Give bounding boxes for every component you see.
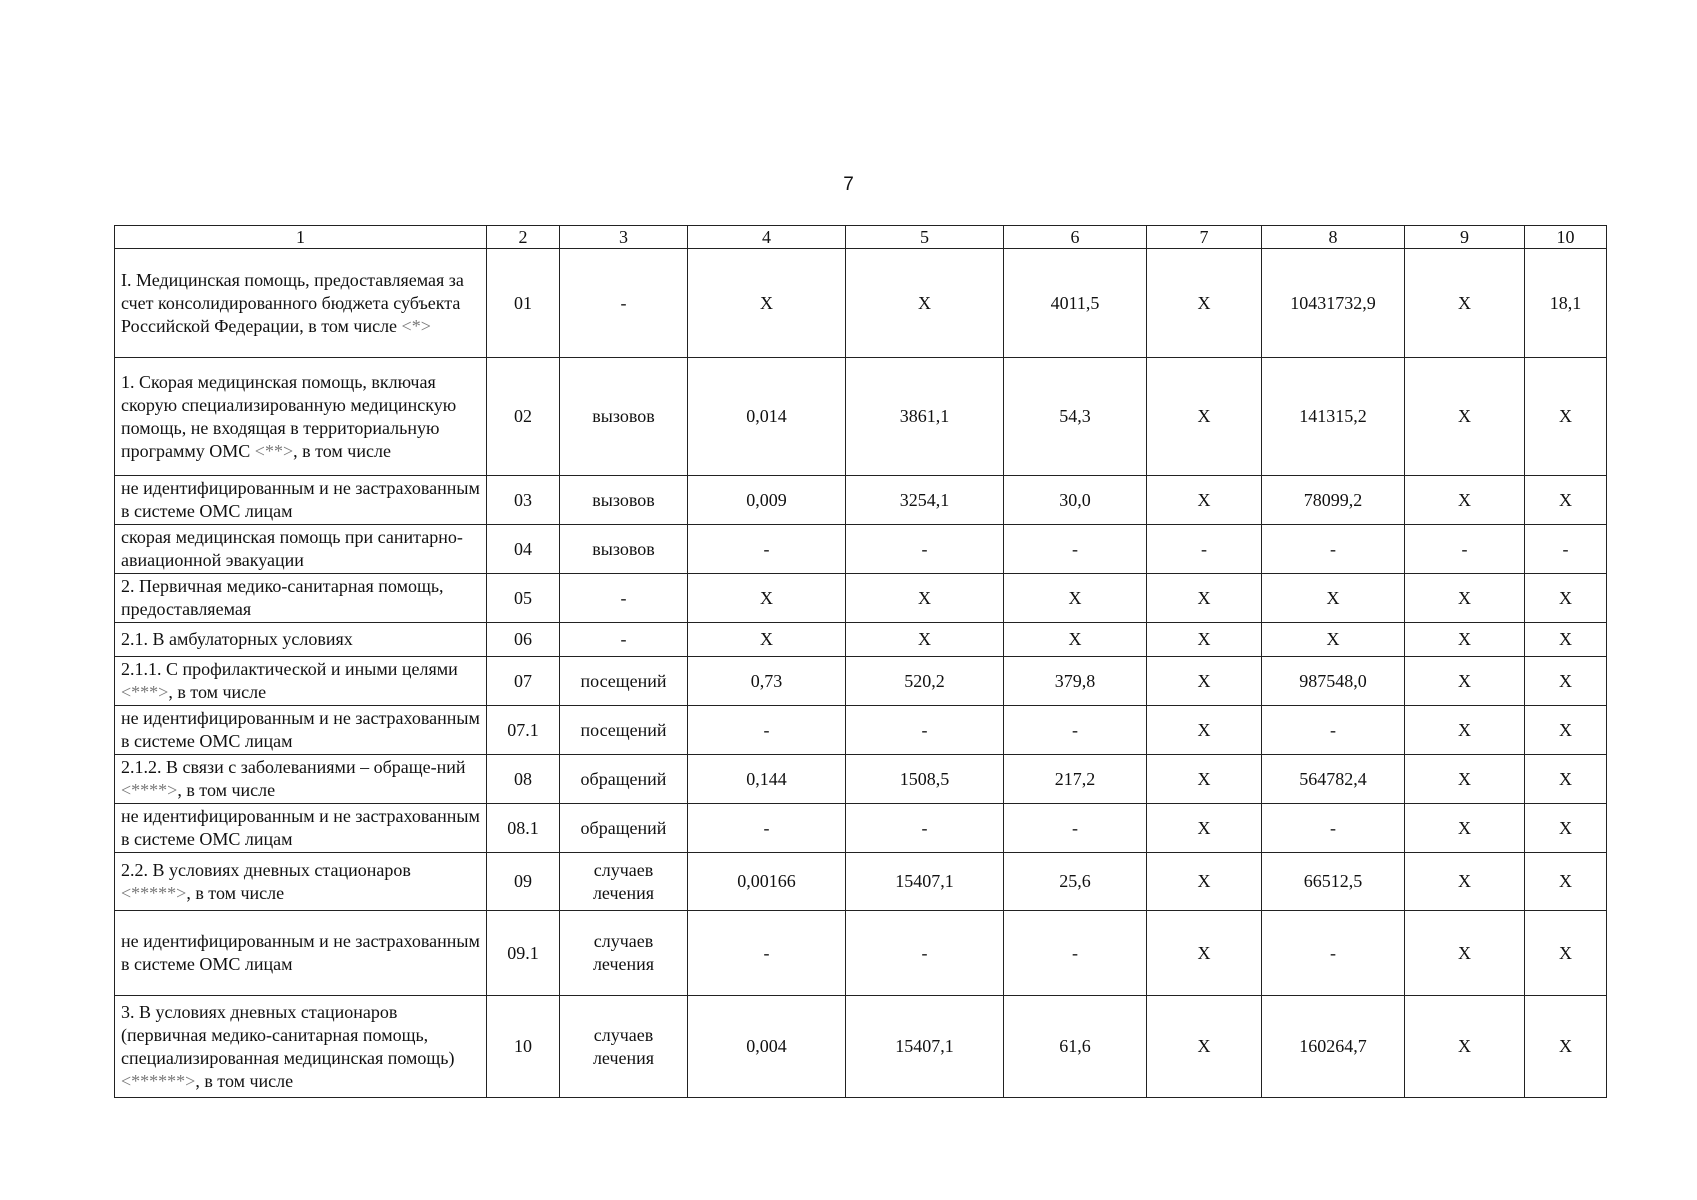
row-unit: вызовов	[560, 358, 688, 476]
cell-col9: X	[1405, 996, 1525, 1098]
row-code: 01	[487, 249, 560, 358]
cell-col8: X	[1262, 623, 1405, 657]
cell-col4: X	[688, 574, 846, 623]
cell-col10: X	[1525, 804, 1607, 853]
row-code: 08	[487, 755, 560, 804]
row-unit: -	[560, 574, 688, 623]
cell-col6: -	[1004, 525, 1147, 574]
cell-col6: X	[1004, 623, 1147, 657]
cell-col10: X	[1525, 755, 1607, 804]
cell-col10: X	[1525, 996, 1607, 1098]
cell-col5: X	[846, 249, 1004, 358]
cell-col10: X	[1525, 358, 1607, 476]
cell-col7: X	[1147, 476, 1262, 525]
column-number: 10	[1525, 226, 1607, 249]
column-number: 9	[1405, 226, 1525, 249]
cell-col4: -	[688, 804, 846, 853]
cell-col9: X	[1405, 657, 1525, 706]
cell-col9: -	[1405, 525, 1525, 574]
row-name	[115, 249, 487, 358]
row-name-text: 1. Скорая медицинская помощь, включая скорую специализированную медицинскую помощь, не входящая в территориальную программу ОМС	[121, 371, 457, 461]
cell-col4: -	[688, 525, 846, 574]
row-unit: обращений	[560, 804, 688, 853]
cell-col5: 520,2	[846, 657, 1004, 706]
cell-col8: -	[1262, 525, 1405, 574]
cell-col8: 66512,5	[1262, 853, 1405, 911]
cell-col5: -	[846, 706, 1004, 755]
cell-col8: -	[1262, 911, 1405, 996]
footnote-ref: <*>	[401, 315, 431, 336]
row-name	[115, 358, 487, 476]
data-table	[114, 225, 1607, 1098]
cell-col10: X	[1525, 911, 1607, 996]
row-name	[115, 574, 487, 623]
row-unit: случаев лечения	[560, 911, 688, 996]
cell-col6: -	[1004, 911, 1147, 996]
row-name-text: 2.1. В амбулаторных условиях	[121, 629, 353, 649]
cell-col10: X	[1525, 623, 1607, 657]
cell-col7: X	[1147, 853, 1262, 911]
cell-col7: X	[1147, 804, 1262, 853]
column-number: 4	[688, 226, 846, 249]
row-code: 07.1	[487, 706, 560, 755]
cell-col9: X	[1405, 853, 1525, 911]
cell-col8: -	[1262, 804, 1405, 853]
cell-col5: -	[846, 525, 1004, 574]
cell-col5: 15407,1	[846, 996, 1004, 1098]
row-unit: вызовов	[560, 525, 688, 574]
cell-col8: 160264,7	[1262, 996, 1405, 1098]
row-name-suffix: , в том числе	[177, 780, 276, 800]
row-name	[115, 853, 487, 911]
cell-col9: X	[1405, 249, 1525, 358]
cell-col9: X	[1405, 755, 1525, 804]
cell-col6: 25,6	[1004, 853, 1147, 911]
cell-col5: 1508,5	[846, 755, 1004, 804]
cell-col8: 141315,2	[1262, 358, 1405, 476]
row-name-text: не идентифицированным и не застрахованным в системе ОМС лицам	[121, 931, 480, 974]
table-row	[115, 804, 1607, 853]
cell-col10: X	[1525, 574, 1607, 623]
cell-col8: 78099,2	[1262, 476, 1405, 525]
row-name	[115, 706, 487, 755]
cell-col7: -	[1147, 525, 1262, 574]
row-code: 09	[487, 853, 560, 911]
table-row	[115, 853, 1607, 911]
cell-col9: X	[1405, 706, 1525, 755]
row-code: 06	[487, 623, 560, 657]
table-row	[115, 476, 1607, 525]
cell-col9: X	[1405, 911, 1525, 996]
column-number: 6	[1004, 226, 1147, 249]
cell-col9: X	[1405, 804, 1525, 853]
cell-col8: 564782,4	[1262, 755, 1405, 804]
row-code: 07	[487, 657, 560, 706]
column-number: 2	[487, 226, 560, 249]
cell-col4: 0,73	[688, 657, 846, 706]
row-name-suffix: , в том числе	[195, 1070, 294, 1091]
row-name-text: I. Медицинская помощь, предоставляемая за счет консолидированного бюджета субъекта Российской Федерации, в том числе	[121, 269, 464, 336]
cell-col8: X	[1262, 574, 1405, 623]
cell-col9: X	[1405, 476, 1525, 525]
row-unit: случаев лечения	[560, 853, 688, 911]
row-unit: вызовов	[560, 476, 688, 525]
cell-col9: X	[1405, 623, 1525, 657]
row-name	[115, 476, 487, 525]
column-number: 1	[115, 226, 487, 249]
cell-col7: X	[1147, 623, 1262, 657]
cell-col10: -	[1525, 525, 1607, 574]
row-name-text: не идентифицированным и не застрахованным в системе ОМС лицам	[121, 806, 480, 849]
column-number: 3	[560, 226, 688, 249]
column-number: 7	[1147, 226, 1262, 249]
row-unit: обращений	[560, 755, 688, 804]
column-number: 5	[846, 226, 1004, 249]
cell-col9: X	[1405, 358, 1525, 476]
row-name	[115, 525, 487, 574]
cell-col4: -	[688, 706, 846, 755]
cell-col4: 0,014	[688, 358, 846, 476]
cell-col4: -	[688, 911, 846, 996]
row-code: 04	[487, 525, 560, 574]
cell-col7: X	[1147, 911, 1262, 996]
footnote-ref: <**>	[254, 440, 294, 461]
row-code: 08.1	[487, 804, 560, 853]
cell-col6: 30,0	[1004, 476, 1147, 525]
row-unit: -	[560, 623, 688, 657]
cell-col10: X	[1525, 657, 1607, 706]
row-code: 10	[487, 996, 560, 1098]
row-name-suffix: , в том числе	[186, 882, 285, 903]
cell-col5: X	[846, 623, 1004, 657]
row-name	[115, 996, 487, 1098]
cell-col4: X	[688, 249, 846, 358]
cell-col10: X	[1525, 853, 1607, 911]
cell-col10: 18,1	[1525, 249, 1607, 358]
cell-col5: 3861,1	[846, 358, 1004, 476]
row-unit: -	[560, 249, 688, 358]
row-name	[115, 657, 487, 706]
cell-col4: X	[688, 623, 846, 657]
table-row	[115, 525, 1607, 574]
table-row	[115, 574, 1607, 623]
cell-col7: X	[1147, 574, 1262, 623]
cell-col7: X	[1147, 996, 1262, 1098]
cell-col10: X	[1525, 706, 1607, 755]
row-name	[115, 755, 487, 804]
row-unit: посещений	[560, 706, 688, 755]
table-row	[115, 623, 1607, 657]
cell-col4: 0,009	[688, 476, 846, 525]
table-row	[115, 755, 1607, 804]
row-name-suffix: , в том числе	[293, 440, 391, 461]
cell-col6: 379,8	[1004, 657, 1147, 706]
table-row	[115, 249, 1607, 358]
cell-col5: -	[846, 911, 1004, 996]
footnote-ref: <******>	[121, 1070, 196, 1091]
row-code: 02	[487, 358, 560, 476]
row-name-text: 3. В условиях дневных стационаров (первичная медико-санитарная помощь, специализированная медицинская помощь)	[121, 1001, 455, 1068]
cell-col8: 987548,0	[1262, 657, 1405, 706]
table-row	[115, 657, 1607, 706]
cell-col6: 54,3	[1004, 358, 1147, 476]
cell-col6: 61,6	[1004, 996, 1147, 1098]
cell-col4: 0,00166	[688, 853, 846, 911]
row-unit: случаев лечения	[560, 996, 688, 1098]
cell-col8: 10431732,9	[1262, 249, 1405, 358]
cell-col5: -	[846, 804, 1004, 853]
column-number: 8	[1262, 226, 1405, 249]
cell-col7: X	[1147, 706, 1262, 755]
cell-col7: X	[1147, 358, 1262, 476]
row-name-text: не идентифицированным и не застрахованным в системе ОМС лицам	[121, 708, 480, 751]
cell-col7: X	[1147, 249, 1262, 358]
row-name-text: не идентифицированным и не застрахованным в системе ОМС лицам	[121, 478, 480, 521]
row-name-text: 2.2. В условиях дневных стационаров	[121, 859, 411, 880]
row-code: 05	[487, 574, 560, 623]
row-code: 03	[487, 476, 560, 525]
row-name-text: 2. Первичная медико-санитарная помощь, предоставляемая	[121, 576, 444, 619]
table-row	[115, 911, 1607, 996]
footnote-ref: <****>	[121, 780, 178, 800]
row-name	[115, 804, 487, 853]
row-code: 09.1	[487, 911, 560, 996]
cell-col6: 4011,5	[1004, 249, 1147, 358]
row-name-text: скорая медицинская помощь при санитарно-авиационной эвакуации	[121, 527, 463, 570]
row-unit: посещений	[560, 657, 688, 706]
row-name	[115, 911, 487, 996]
table-row	[115, 706, 1607, 755]
cell-col4: 0,144	[688, 755, 846, 804]
row-name-text: 2.1.1. С профилактической и иными целями	[121, 659, 458, 679]
cell-col4: 0,004	[688, 996, 846, 1098]
cell-col6: 217,2	[1004, 755, 1147, 804]
cell-col7: X	[1147, 755, 1262, 804]
footnote-ref: <*****>	[121, 882, 187, 903]
page-number: 7	[843, 174, 854, 195]
cell-col6: -	[1004, 706, 1147, 755]
cell-col8: -	[1262, 706, 1405, 755]
column-number-row	[115, 226, 1607, 249]
cell-col10: X	[1525, 476, 1607, 525]
cell-col5: X	[846, 574, 1004, 623]
cell-col6: -	[1004, 804, 1147, 853]
cell-col6: X	[1004, 574, 1147, 623]
cell-col9: X	[1405, 574, 1525, 623]
table-row	[115, 358, 1607, 476]
cell-col5: 15407,1	[846, 853, 1004, 911]
cell-col5: 3254,1	[846, 476, 1004, 525]
cell-col7: X	[1147, 657, 1262, 706]
table-row	[115, 996, 1607, 1098]
row-name-text: 2.1.2. В связи с заболеваниями – обраще-ний	[121, 757, 466, 777]
footnote-ref: <***>	[121, 682, 169, 702]
row-name-suffix: , в том числе	[168, 682, 267, 702]
row-name	[115, 623, 487, 657]
